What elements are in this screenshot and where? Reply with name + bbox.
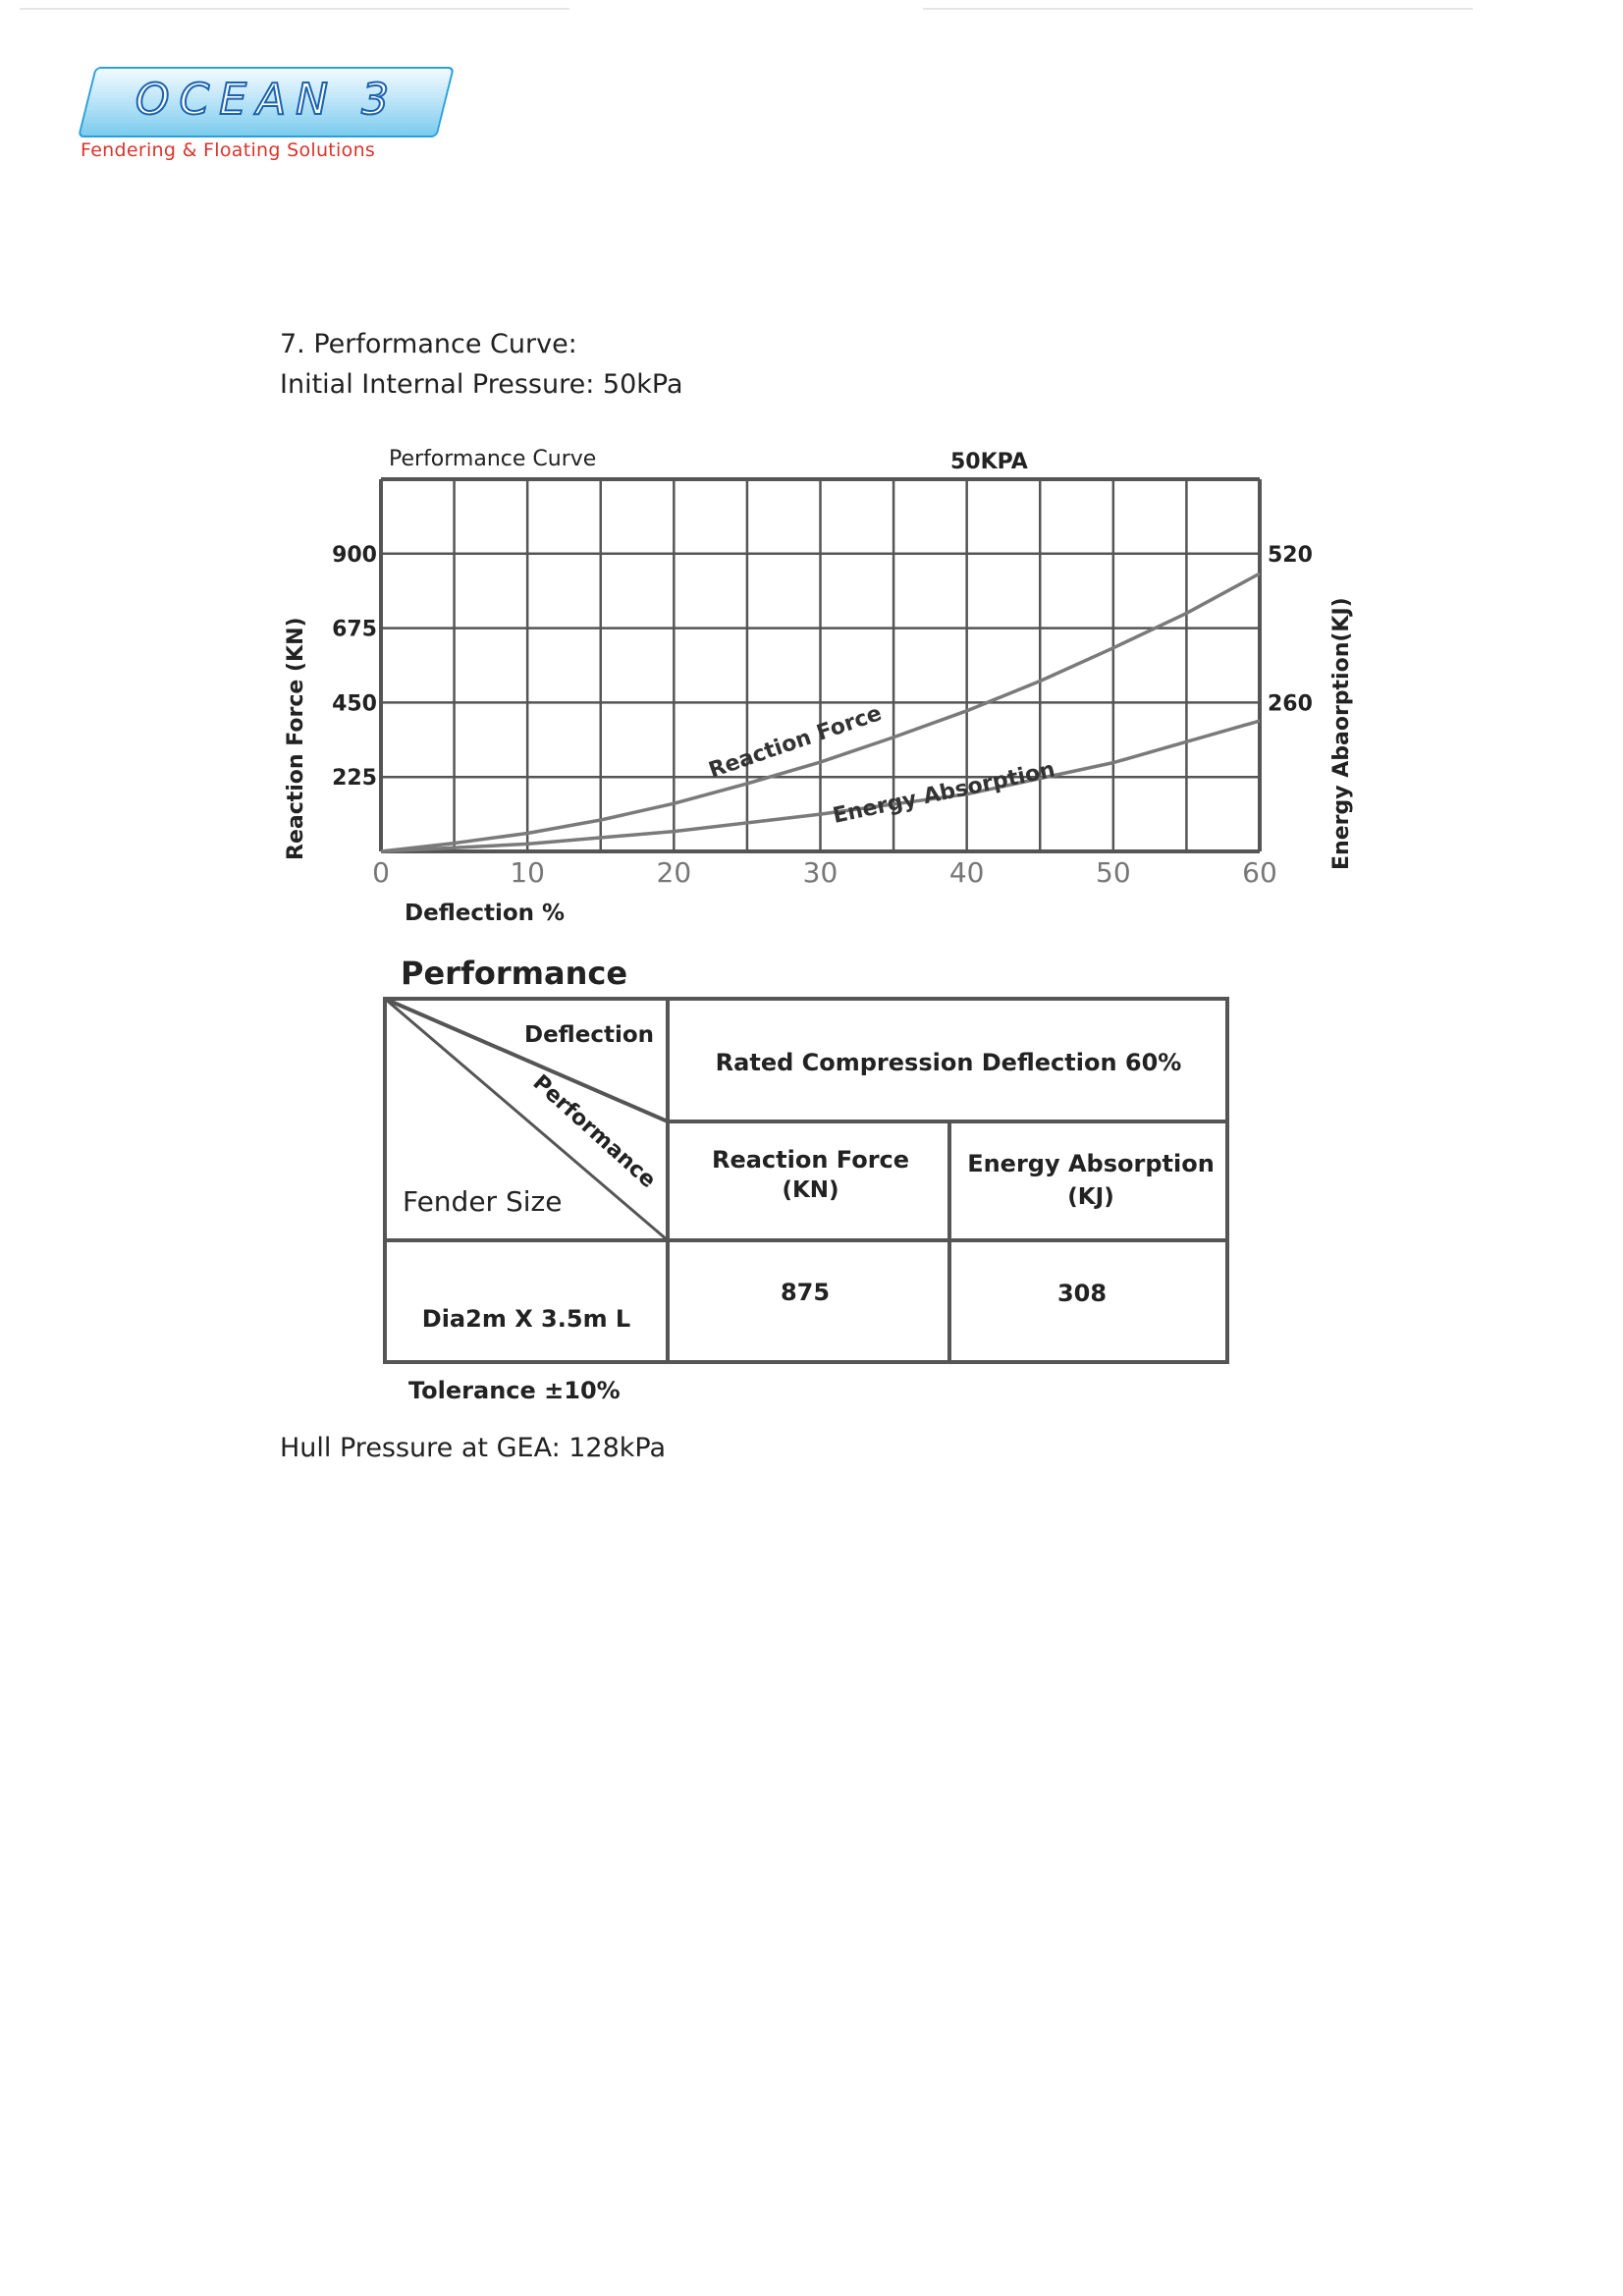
y-tick-label: 675 bbox=[332, 617, 377, 642]
diagonal-line bbox=[385, 999, 668, 1121]
x-tick-label: 60 bbox=[1242, 856, 1277, 889]
performance-label: Performance bbox=[527, 1070, 661, 1193]
y-axis-label: Reaction Force (KN) bbox=[284, 617, 308, 860]
chart-grid bbox=[381, 479, 1260, 851]
chart-subtitle: 50KPA bbox=[950, 450, 1028, 474]
y2-tick-label: 520 bbox=[1268, 542, 1313, 568]
energy-absorption-label: Energy Absorption bbox=[831, 757, 1057, 829]
x-tick-label: 30 bbox=[802, 856, 839, 889]
logo-name: OCEAN 3 bbox=[135, 75, 400, 125]
logo-tagline: Fendering & Floating Solutions bbox=[81, 139, 376, 161]
energy-absorption-unit: (KJ) bbox=[1067, 1184, 1114, 1210]
initial-pressure: Initial Internal Pressure: 50kPa bbox=[280, 369, 683, 400]
x-tick-label: 40 bbox=[948, 856, 985, 889]
reaction-force-header: Reaction Force bbox=[711, 1146, 910, 1174]
x-tick-label: 50 bbox=[1096, 856, 1131, 889]
reaction-force-unit: (KN) bbox=[782, 1177, 839, 1203]
reaction-force-value: 875 bbox=[780, 1279, 831, 1306]
y-tick-label: 450 bbox=[332, 691, 377, 717]
top-border-line bbox=[20, 8, 569, 10]
x-axis-ticks bbox=[372, 856, 1277, 889]
y-axis-ticks bbox=[332, 543, 377, 791]
y2-axis-label: Energy Abaorption(KJ) bbox=[1329, 597, 1354, 870]
deflection-label: Deflection bbox=[523, 1022, 655, 1048]
fender-size-label: Fender Size bbox=[403, 1185, 563, 1218]
y-tick-label: 900 bbox=[332, 542, 377, 568]
performance-title: Performance bbox=[401, 955, 628, 992]
section-heading: 7. Performance Curve: bbox=[280, 329, 577, 359]
top-border-line bbox=[923, 8, 1473, 10]
x-tick-label: 10 bbox=[510, 856, 545, 889]
x-axis-label: Deflection % bbox=[405, 901, 566, 926]
y2-axis-ticks bbox=[1268, 543, 1313, 717]
energy-absorption-value: 308 bbox=[1056, 1280, 1108, 1307]
reaction-force-label: Reaction Force bbox=[705, 701, 886, 784]
tolerance-note: Tolerance ±10% bbox=[408, 1377, 621, 1404]
rated-deflection: Rated Compression Deflection 60% bbox=[715, 1049, 1182, 1076]
hull-pressure: Hull Pressure at GEA: 128kPa bbox=[280, 1433, 667, 1463]
energy-absorption-header: Energy Absorption bbox=[967, 1150, 1215, 1177]
y2-tick-label: 260 bbox=[1268, 691, 1313, 717]
y-tick-label: 225 bbox=[332, 766, 377, 792]
x-tick-label: 20 bbox=[656, 856, 692, 889]
chart-title: Performance Curve bbox=[389, 447, 597, 471]
fender-size-value: Dia2m X 3.5m L bbox=[421, 1305, 631, 1333]
x-tick-label: 0 bbox=[372, 856, 390, 889]
performance-curve-chart bbox=[265, 422, 1404, 953]
